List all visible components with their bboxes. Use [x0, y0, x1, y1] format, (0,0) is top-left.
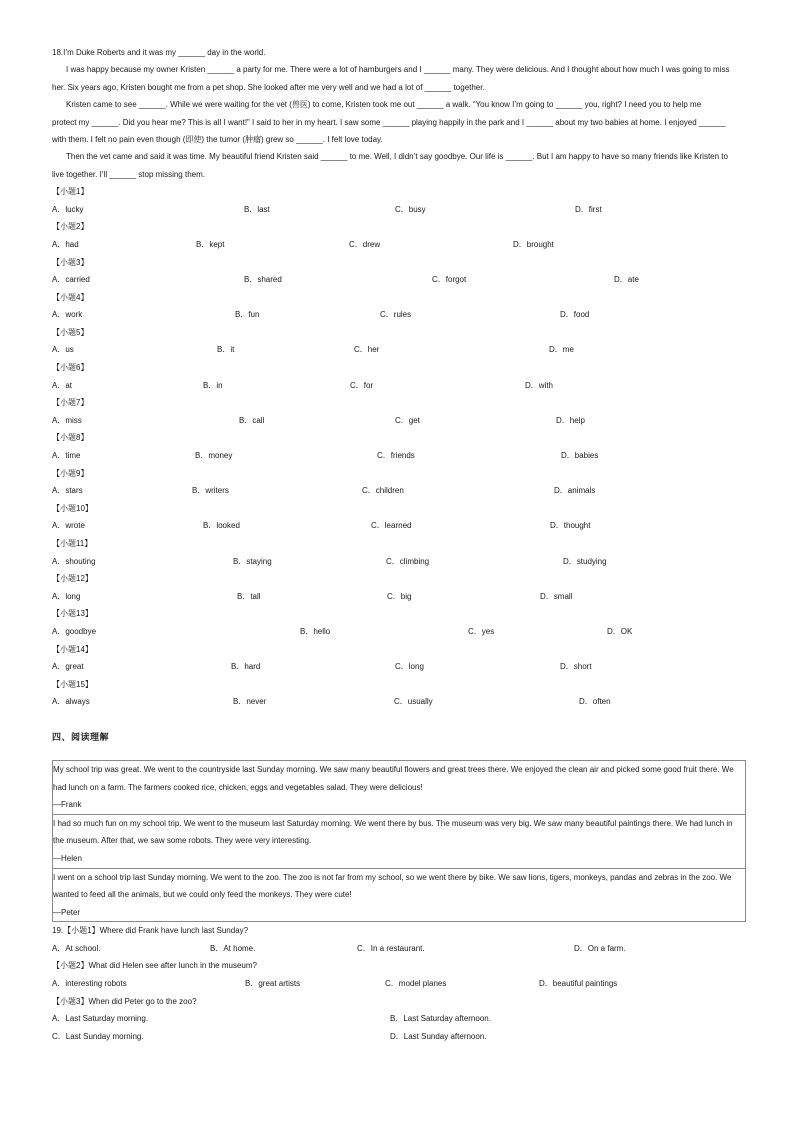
- option-a[interactable]: A．us: [52, 345, 74, 355]
- question-label: 【小题11】: [52, 539, 93, 548]
- option-c[interactable]: C．drew: [349, 239, 381, 249]
- passage-line: protect my ______. Did you hear me? This is all I want!” I said to her in my heart. I saw some ______ playing happily in the park and I ______ about my two babies at home. I enjoyed ______: [52, 117, 726, 127]
- option-b[interactable]: B．great artists: [245, 979, 301, 989]
- option-a[interactable]: A．carried: [52, 275, 90, 285]
- option-d[interactable]: D．beautiful paintings: [539, 979, 618, 989]
- option-b[interactable]: B．it: [217, 345, 235, 355]
- option-d[interactable]: D．brought: [513, 239, 554, 249]
- option-row: [52, 693, 744, 711]
- option-b[interactable]: B．writers: [192, 486, 229, 496]
- option-row: [52, 1010, 744, 1028]
- question-label: 【小题14】: [52, 644, 93, 654]
- option-b[interactable]: B．hard: [231, 662, 261, 672]
- reading-entry-frank: [53, 761, 745, 815]
- option-a[interactable]: A．always: [52, 697, 90, 707]
- question-label: 【小题7】: [52, 398, 89, 408]
- reading-line: I had so much fun on my school trip. We went to the museum last Saturday morning. We went there by bus. The museum was very big. We saw many beautiful paintings there. We had lunch in: [53, 818, 733, 828]
- option-c[interactable]: C．rules: [380, 310, 412, 320]
- option-row: [52, 940, 744, 958]
- option-c[interactable]: C．her: [354, 345, 380, 355]
- question-label: 【小题10】: [52, 503, 93, 513]
- option-a[interactable]: A．lucky: [52, 204, 84, 214]
- reading-entry-peter: [53, 869, 745, 922]
- option-a[interactable]: A．stars: [52, 486, 83, 496]
- passage-line: Kristen came to see ______. While we were waiting for the vet (兽医) to come, Kristen took me out ______ a walk. “You know I’m going to ______ you, right? I need you to help me: [66, 100, 702, 110]
- option-d[interactable]: D．babies: [561, 451, 599, 461]
- section-title: 四、阅读理解: [52, 731, 110, 742]
- option-d[interactable]: D．short: [560, 662, 592, 672]
- option-row: [52, 412, 744, 430]
- option-b[interactable]: B．tall: [237, 591, 261, 601]
- question-label: 【小题6】: [52, 363, 89, 373]
- option-row: [52, 623, 744, 641]
- option-row: [52, 306, 744, 324]
- option-c[interactable]: C．get: [395, 415, 420, 425]
- option-c[interactable]: C．for: [350, 380, 374, 390]
- reading-line: the museum. After that, we saw some robots. They were very interesting.: [53, 836, 312, 846]
- cloze-passage: [52, 44, 744, 183]
- option-d[interactable]: D．ate: [614, 275, 639, 285]
- question-label: 【小题4】: [52, 292, 89, 302]
- option-d[interactable]: D．first: [575, 204, 602, 214]
- option-d[interactable]: D．help: [556, 415, 585, 425]
- passage-line: Then the vet came and said it was time. My beautiful friend Kristen said ______ to me. Well, I didn’t say goodbye. Our life is ______. But I am happy to have so many friends like Kristen to: [66, 152, 728, 162]
- option-a[interactable]: A．long: [52, 591, 81, 601]
- option-row: [52, 975, 744, 993]
- option-row: [52, 377, 744, 395]
- passage-line: 18.I’m Duke Roberts and it was my ______ day in the world.: [52, 48, 266, 57]
- option-a[interactable]: A．time: [52, 451, 81, 461]
- reading-line: wanted to feed all the animals, but we could only feed the monkeys. They were cute!: [53, 890, 352, 900]
- option-d[interactable]: D．food: [560, 310, 590, 320]
- option-b[interactable]: B．call: [239, 415, 265, 425]
- option-b[interactable]: B．hello: [300, 626, 331, 636]
- option-row: [52, 482, 744, 500]
- option-d[interactable]: D．studying: [563, 556, 607, 566]
- reading-author: —Frank: [53, 800, 82, 810]
- option-a[interactable]: A．Last Saturday morning.: [52, 1014, 149, 1024]
- option-a[interactable]: A．goodbye: [52, 626, 97, 636]
- question-label: 【小题5】: [52, 327, 89, 337]
- option-d[interactable]: D．often: [579, 697, 611, 707]
- option-d[interactable]: D．animals: [554, 486, 596, 496]
- option-c[interactable]: C．big: [387, 591, 412, 601]
- reading-passage-box: [52, 760, 746, 922]
- option-c[interactable]: C．In a restaurant.: [357, 943, 425, 953]
- option-a[interactable]: A．shouting: [52, 556, 96, 566]
- option-d[interactable]: D．with: [525, 380, 554, 390]
- question-label: 【小题1】: [52, 187, 89, 197]
- option-b[interactable]: B．fun: [235, 310, 260, 320]
- option-row: [52, 658, 744, 676]
- question-label: 【小题15】: [52, 679, 93, 689]
- reading-author: —Helen: [53, 853, 82, 863]
- option-a[interactable]: A．miss: [52, 415, 82, 425]
- question-label: 【小题12】: [52, 574, 93, 584]
- reading-line: My school trip was great. We went to the countryside last Sunday morning. We saw many beautiful flowers and great trees there. We enjoyed the clean air and picked some good fruit there. We: [53, 764, 734, 774]
- option-c[interactable]: C．friends: [377, 451, 415, 461]
- option-b[interactable]: B．looked: [203, 521, 240, 531]
- option-c[interactable]: C．children: [362, 486, 404, 496]
- passage-line: I was happy because my owner Kristen ______ a party for me. There were a lot of hamburgers and I ______ many. They were delicious. And I thought about how much I was going to miss: [66, 65, 730, 75]
- reading-author: —Peter: [53, 907, 81, 917]
- option-d[interactable]: D．Last Sunday afternoon.: [390, 1031, 487, 1041]
- option-row: [52, 447, 744, 465]
- question-label: 【小题2】What did Helen see after lunch in the museum?: [52, 961, 257, 971]
- option-b[interactable]: B．never: [233, 697, 267, 707]
- question-label: 【小题8】: [52, 433, 89, 443]
- option-c[interactable]: C．model planes: [385, 979, 447, 989]
- reading-questions: [52, 922, 744, 1045]
- question-label: 【小题3】When did Peter go to the zoo?: [52, 996, 197, 1006]
- option-row: [52, 1028, 744, 1046]
- option-b[interactable]: B．staying: [233, 556, 272, 566]
- option-b[interactable]: B．in: [203, 380, 223, 390]
- option-a[interactable]: A．work: [52, 310, 83, 320]
- option-a[interactable]: A．wrote: [52, 521, 85, 531]
- option-row: [52, 588, 744, 606]
- option-b[interactable]: B．Last Saturday afternoon.: [390, 1014, 491, 1024]
- question-label: 【小题2】: [52, 222, 89, 232]
- option-row: [52, 517, 744, 535]
- option-b[interactable]: B．money: [195, 451, 233, 461]
- reading-line: had lunch on a farm. The farmers cooked rice, chicken, eggs and vegetables salad. They were delicious!: [53, 782, 423, 792]
- option-c[interactable]: C．learned: [371, 521, 412, 531]
- worksheet-page: [52, 44, 744, 1045]
- question-label: 【小题13】: [52, 609, 93, 619]
- option-c[interactable]: C．usually: [394, 697, 433, 707]
- option-row: [52, 201, 744, 219]
- passage-line: with them. I felt no pain even though (即使) the tumor (肿瘤) grew so ______. I felt love today.: [52, 134, 383, 144]
- option-c[interactable]: C．yes: [468, 626, 495, 636]
- option-row: [52, 341, 744, 359]
- option-b[interactable]: B．kept: [196, 239, 225, 249]
- option-a[interactable]: A．had: [52, 239, 79, 249]
- option-row: [52, 553, 744, 571]
- option-b[interactable]: B．shared: [244, 275, 282, 285]
- question-label: 19.【小题1】Where did Frank have lunch last Sunday?: [52, 926, 249, 936]
- option-d[interactable]: D．small: [540, 591, 573, 601]
- option-a[interactable]: A．At school.: [52, 943, 101, 953]
- option-c[interactable]: C．forgot: [432, 275, 467, 285]
- option-d[interactable]: D．On a farm.: [574, 943, 626, 953]
- reading-entry-helen: [53, 815, 745, 869]
- question-label: 【小题9】: [52, 468, 89, 478]
- option-c[interactable]: C．busy: [395, 204, 426, 214]
- passage-line: her. Six years ago, Kristen bought me from a pet shop. She looked after me very well and we had a lot of ______ together.: [52, 82, 485, 92]
- option-c[interactable]: C．long: [395, 662, 424, 672]
- option-a[interactable]: A．interesting robots: [52, 979, 127, 989]
- cloze-questions: [52, 183, 744, 711]
- reading-line: I went on a school trip last Sunday morning. We went to the zoo. The zoo is not far from my school, so we went there by bike. We saw lions, tigers, monkeys, pandas and zebras in the zoo. We: [53, 872, 732, 882]
- option-row: [52, 236, 744, 254]
- option-b[interactable]: B．last: [244, 204, 270, 214]
- option-b[interactable]: B．At home.: [210, 943, 256, 953]
- option-d[interactable]: D．me: [549, 345, 574, 355]
- option-d[interactable]: D．thought: [550, 521, 591, 531]
- option-d[interactable]: D．OK: [607, 626, 633, 636]
- option-a[interactable]: A．at: [52, 380, 73, 390]
- option-c[interactable]: C．climbing: [386, 556, 430, 566]
- option-a[interactable]: A．great: [52, 662, 84, 672]
- passage-line: live together. I’ll ______ stop missing them.: [52, 169, 205, 179]
- option-c[interactable]: C．Last Sunday morning.: [52, 1031, 144, 1041]
- question-label: 【小题3】: [52, 257, 89, 267]
- option-row: [52, 271, 744, 289]
